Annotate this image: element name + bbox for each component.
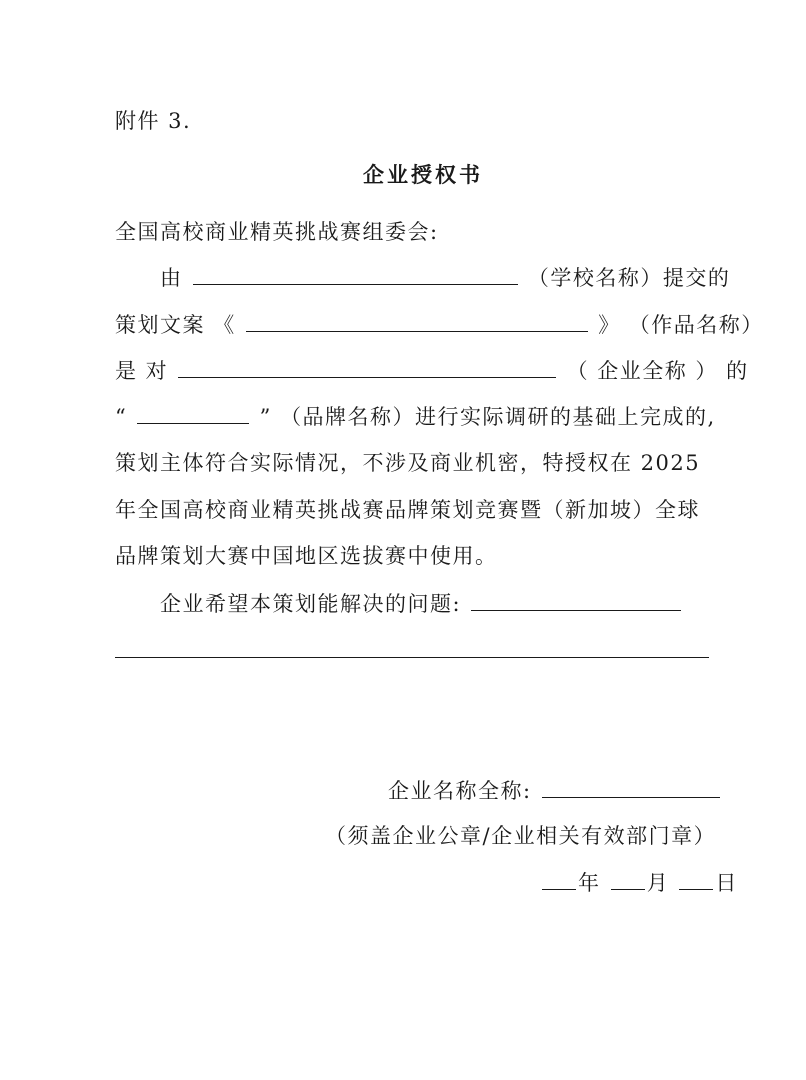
paragraph-line-2: 策划文案 《 》 （作品名称） (115, 309, 764, 340)
question-answer-line[interactable] (115, 657, 709, 658)
date-year-blank[interactable] (542, 867, 576, 890)
brand-name-blank[interactable] (137, 401, 249, 424)
signature-company-line: 企业名称全称: (388, 775, 722, 806)
attachment-label: 附件 3. (115, 109, 192, 133)
question-line: 企业希望本策划能解决的问题: (160, 588, 683, 619)
paragraph-line-1: 由 （学校名称）提交的 (160, 262, 730, 293)
school-name-blank[interactable] (193, 262, 518, 285)
signature-company-blank[interactable] (542, 775, 720, 798)
recipient-line: 全国高校商业精英挑战赛组委会: (115, 220, 439, 244)
paragraph-line-5: 策划主体符合实际情况，不涉及商业机密，特授权在 2025 (115, 451, 701, 475)
paragraph-line-4: “ ” （品牌名称）进行实际调研的基础上完成的, (115, 401, 716, 432)
paragraph-line-7: 品牌策划大赛中国地区选拔赛中使用。 (115, 544, 498, 568)
paragraph-line-3: 是 对 （ 企业全称 ） 的 (115, 355, 749, 386)
question-blank[interactable] (471, 588, 681, 611)
work-name-blank[interactable] (246, 309, 588, 332)
paragraph-line-6: 年全国高校商业精英挑战赛品牌策划竞赛暨（新加坡）全球 (115, 498, 700, 522)
stamp-note: （须盖企业公章/企业相关有效部门章） (325, 824, 717, 848)
company-name-blank[interactable] (178, 355, 556, 378)
date-day-blank[interactable] (679, 867, 713, 890)
document-title: 企业授权书 (363, 162, 483, 187)
date-month-blank[interactable] (611, 867, 645, 890)
date-line: 年 月 日 (540, 867, 738, 898)
